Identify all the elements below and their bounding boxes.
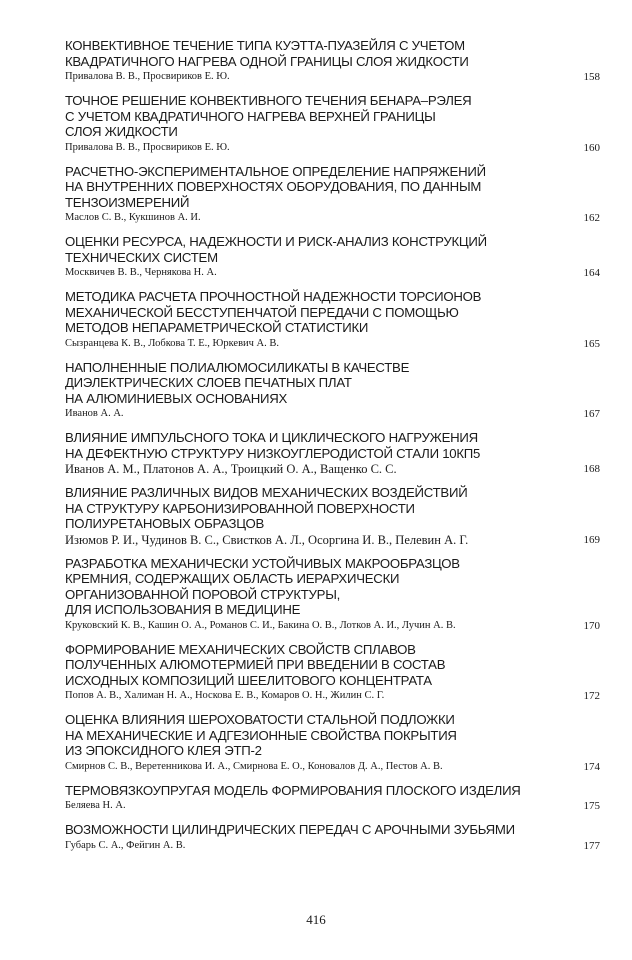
page-number: 416	[306, 912, 326, 927]
entry-page-number: 165	[583, 337, 600, 350]
entry-title: КОНВЕКТИВНОЕ ТЕЧЕНИЕ ТИПА КУЭТТА-ПУАЗЕЙЛЯ С УЧЕТОМ КВАДРАТИЧНОГО НАГРЕВА ОДНОЙ ГРАНИЦЫ СЛОЯ ЖИДКОСТИ	[65, 38, 469, 69]
entry-page-number: 162	[583, 212, 600, 224]
toc-entry	[65, 430, 600, 477]
entry-page-number: 174	[583, 760, 600, 773]
entry-authors: Сызранцева К. В., Лобкова Т. Е., Юркевич А. В.	[65, 337, 280, 349]
entry-page-number: 160	[583, 141, 600, 154]
entry-page-number: 175	[583, 800, 600, 812]
toc-entry	[65, 360, 600, 423]
entry-authors: Изюмов Р. И., Чудинов В. С., Свистков А. Л., Осоргина И. В., Пелевин А. Г.	[65, 532, 469, 547]
entry-authors: Иванов А. М., Платонов А. А., Троицкий О. А., Ващенко С. С.	[65, 462, 397, 476]
entry-title: НАПОЛНЕННЫЕ ПОЛИАЛЮМОСИЛИКАТЫ В КАЧЕСТВЕ ДИЭЛЕКТРИЧЕСКИХ СЛОЕВ ПЕЧАТНЫХ ПЛАТ НА АЛЮМИНИЕВЫХ ОСНОВАНИЯХ	[65, 359, 410, 406]
entry-authors: Привалова В. В., Просвириков Е. Ю.	[65, 141, 230, 153]
entry-authors: Привалова В. В., Просвириков Е. Ю.	[65, 71, 230, 82]
table-of-contents	[65, 38, 600, 862]
entry-title: ТОЧНОЕ РЕШЕНИЕ КОНВЕКТИВНОГО ТЕЧЕНИЯ БЕНАРА–РЭЛЕЯ С УЧЕТОМ КВАДРАТИЧНОГО НАГРЕВА ВЕРХНЕЙ ГРАНИЦЫ СЛОЯ ЖИДКОСТИ	[65, 93, 472, 139]
toc-entry	[65, 556, 600, 634]
toc-entry	[65, 93, 600, 156]
entry-authors: Беляева Н. А.	[65, 800, 126, 811]
entry-title: ТЕРМОВЯЗКОУПРУГАЯ МОДЕЛЬ ФОРМИРОВАНИЯ ПЛОСКОГО ИЗДЕЛИЯ	[65, 782, 521, 798]
entry-title: ОЦЕНКА ВЛИЯНИЯ ШЕРОХОВАТОСТИ СТАЛЬНОЙ ПОДЛОЖКИ НА МЕХАНИЧЕСКИЕ И АДГЕЗИОННЫЕ СВОЙСТВА ПОКРЫТИЯ ИЗ ЭПОКСИДНОГО КЛЕЯ ЭТП-2	[65, 712, 457, 758]
toc-entry	[65, 485, 600, 548]
toc-entry	[65, 38, 600, 85]
entry-title: РАЗРАБОТКА МЕХАНИЧЕСКИ УСТОЙЧИВЫХ МАКРООБРАЗЦОВ КРЕМНИЯ, СОДЕРЖАЩИХ ОБЛАСТЬ ИЕРАРХИЧЕСКИ ОРГАНИЗОВАННОЙ ПОРОВОЙ СТРУКТУРЫ, ДЛЯ ИСПОЛЬЗОВАНИЯ В МЕДИЦИНЕ	[65, 555, 460, 617]
entry-title: РАСЧЕТНО-ЭКСПЕРИМЕНТАЛЬНОЕ ОПРЕДЕЛЕНИЕ НАПРЯЖЕНИЙ НА ВНУТРЕННИХ ПОВЕРХНОСТЯХ ОБОРУДОВАНИЯ, ПО ДАННЫМ ТЕНЗОИЗМЕРЕНИЙ	[65, 163, 486, 210]
entry-page-number: 158	[583, 71, 600, 83]
entry-title: ВЛИЯНИЕ РАЗЛИЧНЫХ ВИДОВ МЕХАНИЧЕСКИХ ВОЗДЕЙСТВИЙ НА СТРУКТУРУ КАРБОНИЗИРОВАННОЙ ПОВЕРХНОСТИ ПОЛИУРЕТАНОВЫХ ОБРАЗЦОВ	[65, 485, 468, 531]
toc-entry	[65, 234, 600, 281]
entry-authors: Попов А. В., Халиман Н. А., Носкова Е. В., Комаров О. Н., Жилин С. Г.	[65, 690, 385, 701]
toc-entry	[65, 783, 600, 815]
entry-authors: Иванов А. А.	[65, 408, 124, 419]
toc-entry	[65, 822, 600, 854]
entry-authors: Маслов С. В., Кукшинов А. И.	[65, 212, 201, 223]
entry-title: ОЦЕНКИ РЕСУРСА, НАДЕЖНОСТИ И РИСК-АНАЛИЗ КОНСТРУКЦИЙ ТЕХНИЧЕСКИХ СИСТЕМ	[65, 234, 487, 265]
entry-title: ФОРМИРОВАНИЕ МЕХАНИЧЕСКИХ СВОЙСТВ СПЛАВОВ ПОЛУЧЕННЫХ АЛЮМОТЕРМИЕЙ ПРИ ВВЕДЕНИИ В СОСТАВ ИСХОДНЫХ КОМПОЗИЦИЙ ШЕЕЛИТОВОГО КОНЦЕНТРАТА	[65, 641, 446, 688]
entry-page-number: 169	[583, 533, 600, 546]
entry-page-number: 177	[583, 839, 600, 852]
toc-entry	[65, 642, 600, 705]
toc-entry	[65, 712, 600, 775]
entry-authors: Москвичев В. В., Чернякова Н. А.	[65, 267, 217, 278]
entry-page-number: 167	[583, 408, 600, 420]
entry-title: ВОЗМОЖНОСТИ ЦИЛИНДРИЧЕСКИХ ПЕРЕДАЧ С АРОЧНЫМИ ЗУБЬЯМИ	[65, 822, 515, 837]
entry-page-number: 172	[583, 690, 600, 702]
entry-authors: Круковский К. В., Кашин О. А., Романов С. И., Бакина О. В., Лотков А. И., Лучин А. В.	[65, 619, 456, 631]
entry-page-number: 170	[583, 619, 600, 632]
entry-page-number: 164	[583, 267, 600, 279]
toc-entry	[65, 164, 600, 227]
entry-title: МЕТОДИКА РАСЧЕТА ПРОЧНОСТНОЙ НАДЕЖНОСТИ ТОРСИОНОВ МЕХАНИЧЕСКОЙ БЕССТУПЕНЧАТОЙ ПЕРЕДАЧИ С ПОМОЩЬЮ МЕТОДОВ НЕПАРАМЕТРИЧЕСКОЙ СТАТИСТИКИ	[65, 289, 482, 335]
toc-entry	[65, 289, 600, 352]
entry-page-number: 168	[583, 463, 600, 475]
entry-authors: Смирнов С. В., Веретенникова И. А., Смирнова Е. О., Коновалов Д. А., Пестов А. В.	[65, 760, 443, 772]
entry-authors: Губарь С. А., Фейгин А. В.	[65, 839, 186, 851]
entry-title: ВЛИЯНИЕ ИМПУЛЬСНОГО ТОКА И ЦИКЛИЧЕСКОГО НАГРУЖЕНИЯ НА ДЕФЕКТНУЮ СТРУКТУРУ НИЗКОУГЛЕРОДИСТОЙ СТАЛИ 10КП5	[65, 430, 481, 461]
